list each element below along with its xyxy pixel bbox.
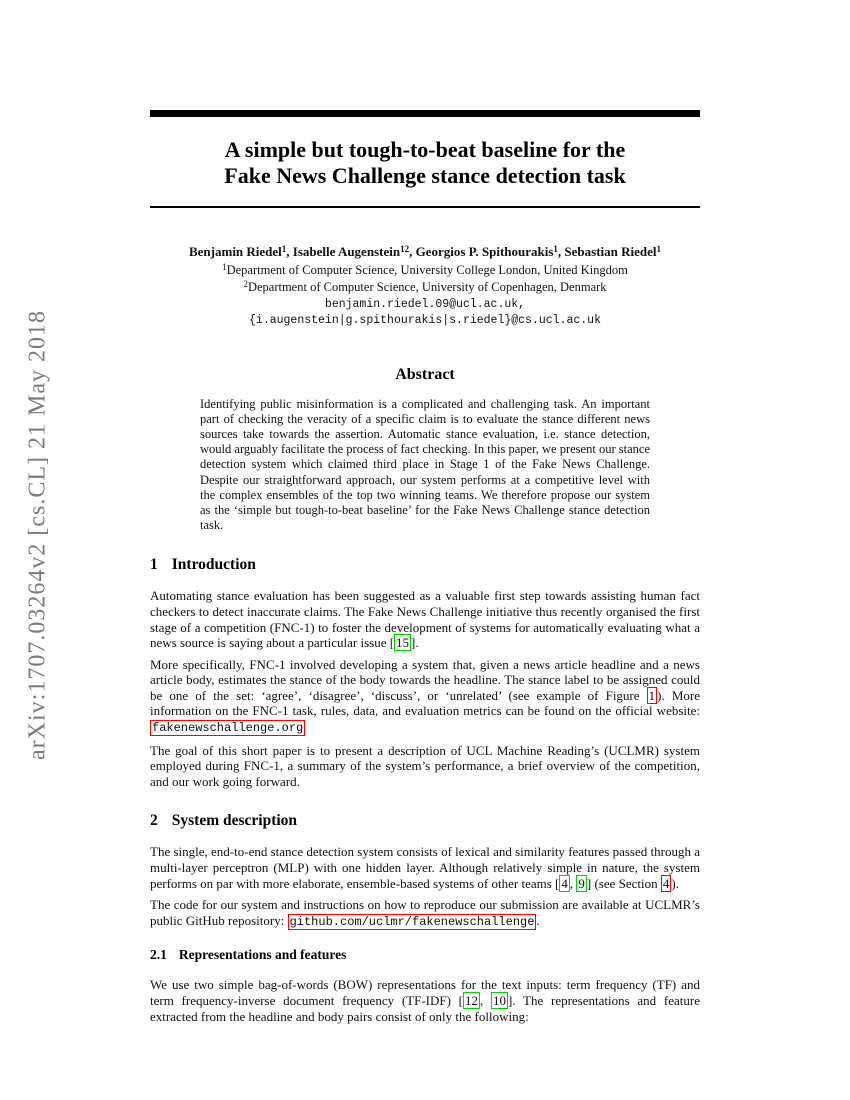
citation-link-12[interactable]: 12: [464, 993, 478, 1009]
paper-title: [150, 137, 700, 189]
text-segment: , Isabelle Augenstein: [286, 244, 401, 259]
affiliation-1: [150, 262, 700, 280]
system-paragraph-2: [150, 897, 700, 930]
text-segment: ).: [671, 875, 679, 891]
email-line-2: {i.augenstein|g.spithourakis|s.riedel}@cs.ucl.ac.uk: [249, 313, 601, 327]
subsection-heading-representations: [150, 947, 700, 963]
intro-paragraph-2: [150, 657, 700, 737]
text-segment: 2: [243, 279, 248, 289]
intro-paragraph-1: [150, 588, 700, 650]
title-divider-rule: [150, 206, 700, 208]
text-segment: ,: [569, 875, 577, 891]
text-segment: 1: [553, 244, 558, 254]
section-number: 2: [150, 812, 158, 830]
author-block: [150, 244, 700, 329]
text-segment: The goal of this short paper is to present a description of UCL Machine Reading’s (UCLMR) system employed during FNC-1, a summary of the system’s performance, a brief overview of the competition, and our work going forward.: [150, 742, 700, 789]
text-segment: More specifically, FNC-1 involved developing a system that, given a news article headline and a news article body, estimates the stance of the body towards the headline. The stance label to be assigned could be one of the set: ‘agree’, ‘disagree’, ‘discuss’, or ‘unrelated’ (see example of Figure: [150, 656, 700, 703]
text-segment: Department of Computer Science, University College London, United Kingdom: [226, 262, 628, 277]
top-rule: [150, 110, 700, 117]
text-segment: 1: [281, 244, 287, 254]
section-4-link[interactable]: 4: [662, 875, 670, 891]
subsection-title: Representations and features: [178, 947, 347, 963]
section-heading-introduction: [150, 555, 700, 574]
arxiv-watermark: arXiv:1707.03264v2 [cs.CL] 21 May 2018: [24, 310, 51, 760]
section-number: 1: [150, 556, 158, 574]
intro-paragraph-3: [150, 743, 700, 790]
text-segment: ,: [479, 993, 491, 1009]
text-segment: , Georgios P. Spithourakis: [409, 244, 554, 259]
text-segment: Department of Computer Science, University of Copenhagen, Denmark: [247, 280, 607, 294]
text-segment: Benjamin Riedel: [188, 244, 282, 259]
citation-link-10[interactable]: 10: [492, 993, 506, 1009]
text-segment: 1: [656, 244, 662, 254]
citation-link-9[interactable]: 9: [578, 875, 585, 891]
abstract-text: Identifying public misinformation is a complicated and challenging task. An important part of checking the veracity of a specific claim is to evaluate the stance different news sources take towards the assertion. Automatic stance evaluation, i.e. stance detection, would arguably facilitate the process of fact checking. In this paper, we present our stance detection system which claimed third place in Stage 1 of the Fake News Challenge. Despite our straightforward approach, our system performs at a competitive level with the complex ensembles of the top two winning teams. We therefore propose our system as the ‘simple but tough-to-beat baseline’ for the Fake News Challenge stance detection task.: [200, 396, 650, 533]
abstract-heading: Abstract: [395, 365, 455, 383]
text-segment: , Sebastian Riedel: [557, 244, 657, 259]
author-names: [150, 244, 700, 262]
text-segment: 1: [222, 261, 227, 272]
representations-paragraph-1: [150, 977, 700, 1024]
paper-title-line2: Fake News Challenge stance detection task: [224, 163, 626, 188]
affiliation-2: [150, 279, 700, 297]
paper-content-column: [150, 0, 700, 1024]
text-segment: 12: [400, 244, 410, 254]
system-paragraph-1: [150, 844, 700, 891]
subsection-number: 2.1: [150, 947, 167, 963]
citation-link-15[interactable]: 15: [396, 635, 410, 651]
text-segment: ). More information on the FNC-1 task, rules, data, and evaluation metrics can be found on the official website:: [150, 687, 700, 719]
citation-link-4[interactable]: 4: [561, 875, 568, 891]
text-segment: Automating stance evaluation has been suggested as a valuable first step towards assisting human fact checkers to detect inaccurate claims. The Fake News Challenge initiative thus recently organised the first stage of a competition (FNC-1) to foster the development of systems for automatically evaluating what a news source is saying about a particular issue [: [150, 588, 700, 651]
email-line-1: benjamin.riedel.09@ucl.ac.uk,: [324, 297, 526, 311]
text-segment: We use two simple bag-of-words (BOW) representations for the text inputs: term frequency (TF) and term frequency-inverse document frequency (TF-IDF) [: [150, 977, 700, 1009]
text-segment: ].: [411, 635, 419, 651]
section-heading-system-description: [150, 811, 700, 830]
text-segment: ]. The representations and feature extracted from the headline and body pairs consist of only the following:: [150, 993, 700, 1024]
figure-1-link[interactable]: 1: [648, 687, 656, 703]
section-title: System description: [171, 812, 298, 830]
text-segment: .: [536, 912, 540, 928]
text-segment: ] (see Section: [586, 875, 661, 891]
section-title: Introduction: [171, 556, 256, 574]
text-segment: The single, end-to-end stance detection system consists of lexical and similarity features passed through a multi-layer perceptron (MLP) with one hidden layer. Although relatively simple in nature, the system performs on par with more elaborate, ensemble-based systems of other teams [: [150, 844, 700, 891]
text-segment: The code for our system and instructions on how to reproduce our submission are available at UCLMR’s public GitHub repository:: [150, 897, 700, 928]
fakenewschallenge-url-link[interactable]: fakenewschallenge.org: [152, 721, 304, 736]
paper-title-line1: A simple but tough-to-beat baseline for the: [224, 137, 626, 162]
github-url-link[interactable]: github.com/uclmr/fakenewschallenge: [289, 914, 535, 929]
